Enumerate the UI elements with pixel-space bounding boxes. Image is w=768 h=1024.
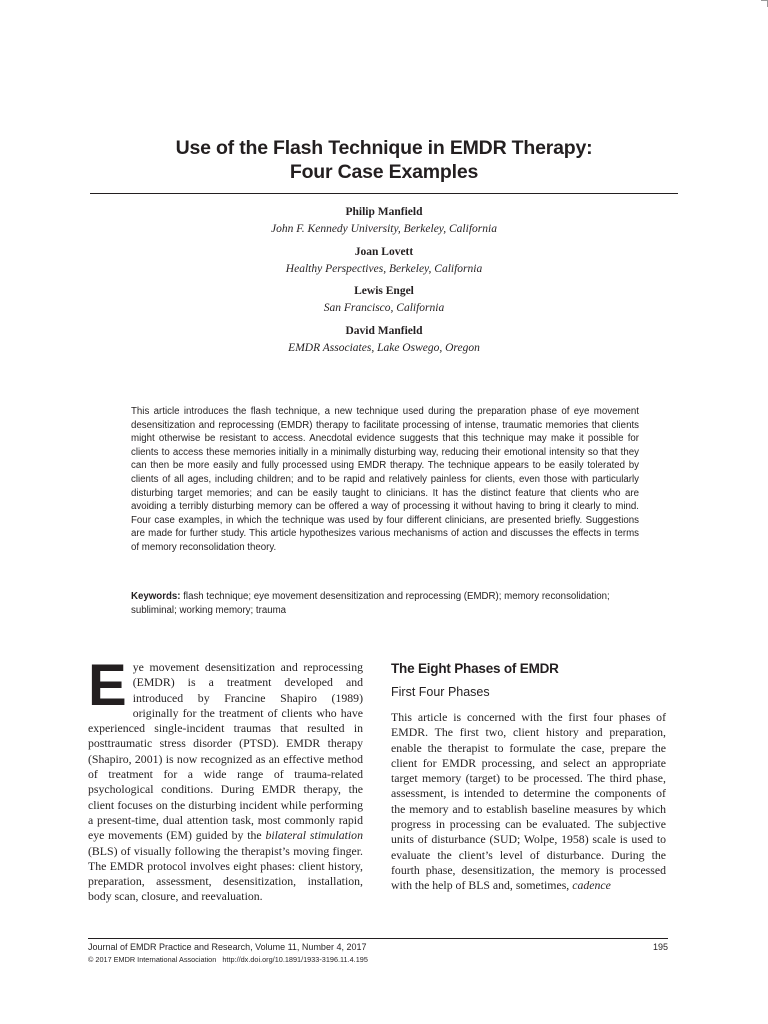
intro-paragraph bbox=[88, 653, 363, 905]
intro-text-a: ye movement desensitization and reprocessing (EMDR) is a treatment developed and introduced by Francine Shapiro (1989) originally for the treatment of clients who have experienced single-incident traumas that resulted in posttraumatic stress disorder (PTSD). EMDR therapy (Shapiro, 2001) is now recognized as an effective method of treatment for a wide range of trauma-related psychological conditions. During EMDR therapy, the client focuses on the disturbing incident while performing a present-time, dual attention task, most commonly rapid eye movements (EM) guided by the bbox=[88, 660, 363, 843]
title-line-2: Four Case Examples bbox=[289, 161, 479, 183]
intro-text-italic: bilateral stimulation bbox=[265, 828, 363, 843]
doi-link[interactable]: http://dx.doi.org/10.1891/1933-3196.11.4.195 bbox=[222, 955, 368, 964]
author-block bbox=[90, 283, 678, 317]
crop-mark bbox=[761, 0, 768, 7]
phases-text: This article is concerned with the first four phases of EMDR. The first two, client history and preparation, enable the therapist to formulate the case, prepare the client for EMDR processing, and select an appropriate target memory (target) to be processed. The third phase, assessment, is intended to determine the components of the memory and to establish baseline measures by which progress in processing can be evaluated. The subjective units of disturbance (SUD; Wolpe, 1958) scale is used to evaluate the client’s level of disturbance. During the fourth phase, desensitization, the memory is processed with the help of BLS and, sometimes, bbox=[391, 710, 666, 893]
page-number: 195 bbox=[652, 942, 668, 952]
phases-paragraph bbox=[391, 710, 666, 894]
author-affiliation: Healthy Perspectives, Berkeley, California bbox=[285, 262, 483, 275]
article-title bbox=[90, 136, 678, 184]
section-heading: The Eight Phases of EMDR bbox=[391, 661, 559, 676]
drop-cap: E bbox=[88, 653, 127, 718]
title-divider bbox=[90, 193, 678, 194]
abstract: This article introduces the flash technique, a new technique used during the preparation phase of eye movement desensitization and reprocessing (EMDR) therapy to facilitate processing of intense, traumatic memories that clients might otherwise be resistant to access. Anecdotal evidence suggests that this technique may make it possible for clients to access these memories initially in a minimally disturbing way, reducing their emotional intensity so that they can then be more easily and fully processed using EMDR therapy. The technique appears to be easily tolerated by clients of all ages, including children; and to be rapid and relatively painless for clients, even those with particularly disturbing target memories; and can be easily taught to clinicians. It has the distinct feature that clients who are avoiding a terribly disturbing memory can be offered a way of processing it without having to bring it clearly to mind. Four case examples, in which the technique was used by four different clinicians, are presented briefly. Suggestions are made for further study. This article hypothesizes various mechanisms of action and discusses the effects in terms of memory reconsolidation theory. bbox=[131, 406, 639, 553]
keywords-text: flash technique; eye movement desensitization and reprocessing (EMDR); memory reconsolidation; subliminal; working memory; trauma bbox=[131, 591, 610, 616]
footer-journal-citation: Journal of EMDR Practice and Research, Volume 11, Number 4, 2017 bbox=[88, 942, 367, 952]
body-column-left bbox=[88, 653, 363, 905]
author-block bbox=[90, 204, 678, 238]
author-list bbox=[90, 204, 678, 362]
author-name: David Manfield bbox=[345, 324, 423, 337]
author-affiliation: EMDR Associates, Lake Oswego, Oregon bbox=[288, 341, 480, 354]
author-name: Joan Lovett bbox=[354, 245, 414, 258]
keywords-label: Keywords: bbox=[131, 591, 181, 602]
footer-copyright bbox=[88, 955, 368, 965]
body-column-right bbox=[391, 660, 666, 894]
copyright-text: © 2017 EMDR International Association bbox=[88, 955, 217, 964]
subsection-heading: First Four Phases bbox=[391, 685, 490, 699]
title-line-1: Use of the Flash Technique in EMDR Therapy: bbox=[175, 137, 593, 159]
author-name: Philip Manfield bbox=[345, 206, 423, 218]
author-name: Lewis Engel bbox=[354, 285, 414, 297]
author-affiliation: San Francisco, California bbox=[323, 302, 445, 314]
author-block bbox=[90, 323, 678, 357]
author-affiliation: John F. Kennedy University, Berkeley, California bbox=[271, 223, 497, 235]
phases-text-italic: cadence bbox=[572, 878, 611, 893]
footer-divider bbox=[88, 938, 668, 939]
intro-text-b: (BLS) of visually following the therapist’s moving finger. The EMDR protocol involves eight phases: client history, preparation, assessment, desensitization, installation, body scan, closure, and reevaluation. bbox=[88, 843, 363, 904]
keywords bbox=[131, 590, 639, 617]
author-block bbox=[90, 244, 678, 278]
